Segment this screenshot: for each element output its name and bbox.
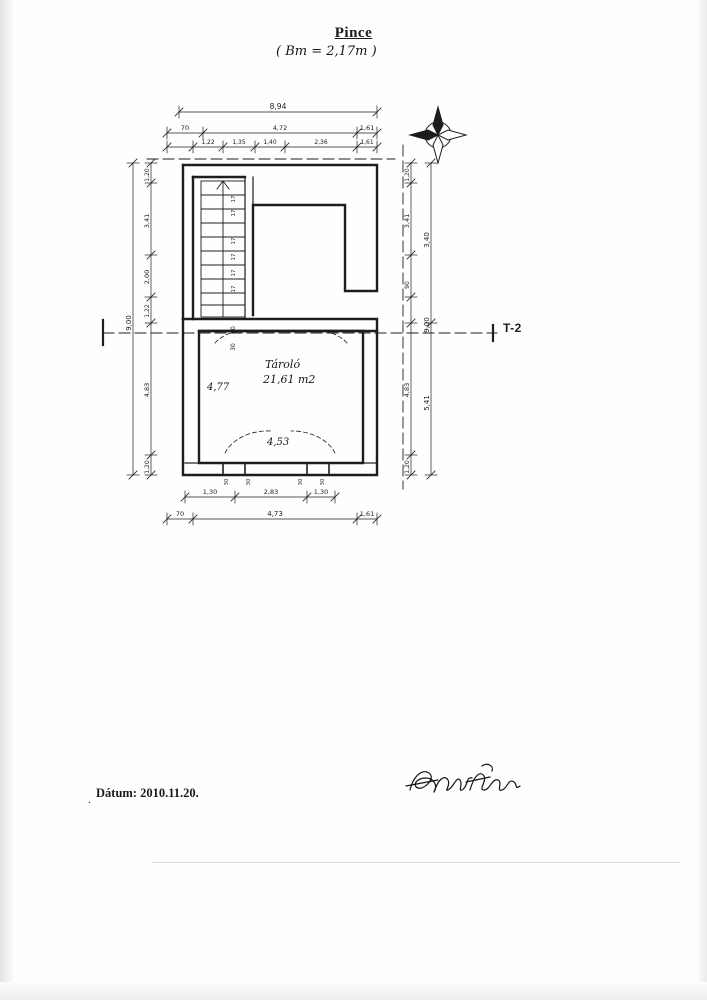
svg-text:30: 30 (224, 478, 230, 486)
svg-text:17: 17 (231, 195, 237, 203)
svg-text:30: 30 (230, 326, 237, 334)
svg-text:1,20: 1,20 (404, 460, 411, 474)
svg-text:4,73: 4,73 (267, 510, 283, 518)
svg-text:17: 17 (231, 237, 237, 245)
svg-text:4,83: 4,83 (403, 382, 411, 398)
room-area-text: 21,61 m2 (263, 373, 316, 386)
svg-text:17: 17 (231, 269, 237, 277)
title-subnote: ( Bm = 2,17m ) (276, 44, 377, 59)
svg-text:70: 70 (180, 124, 190, 132)
svg-text:4,83: 4,83 (143, 382, 151, 398)
svg-text:1,20: 1,20 (144, 460, 151, 474)
svg-text:90: 90 (404, 281, 411, 289)
scan-edge-bottom (0, 982, 707, 1000)
svg-text:1,35: 1,35 (232, 139, 246, 146)
interior-bottom-dim: 4,53 (267, 437, 290, 448)
svg-text:3,41: 3,41 (403, 213, 411, 229)
svg-text:8,94: 8,94 (269, 102, 287, 111)
room-label-text: Tároló (265, 358, 301, 371)
svg-text:1,61: 1,61 (360, 139, 374, 146)
scan-edge-left (0, 0, 14, 1000)
svg-text:30: 30 (230, 343, 237, 351)
footer-divider (152, 862, 680, 863)
svg-text:1,30: 1,30 (313, 488, 329, 496)
svg-text:1,22: 1,22 (144, 304, 151, 318)
interior-left-dim: 4,77 (207, 382, 230, 393)
svg-text:30: 30 (298, 478, 304, 486)
svg-text:3,41: 3,41 (143, 213, 151, 229)
svg-text:1,22: 1,22 (201, 139, 215, 146)
svg-text:30: 30 (320, 478, 326, 486)
svg-text:4,72: 4,72 (272, 124, 288, 132)
svg-text:2,36: 2,36 (314, 139, 328, 146)
svg-text:1,20: 1,20 (404, 168, 411, 182)
svg-text:17: 17 (231, 253, 237, 261)
svg-text:1,61: 1,61 (359, 510, 375, 518)
svg-text:2,00: 2,00 (143, 269, 151, 285)
svg-text:3,40: 3,40 (423, 232, 431, 248)
page-title: Pince (334, 25, 373, 41)
scan-edge-right (697, 0, 707, 1000)
svg-text:30: 30 (246, 478, 252, 486)
svg-text:1,30: 1,30 (202, 488, 218, 496)
floor-plan-drawing (95, 85, 625, 555)
svg-text:70: 70 (175, 510, 185, 518)
svg-text:9,00: 9,00 (125, 315, 133, 331)
svg-text:17: 17 (231, 209, 237, 217)
signature (404, 760, 524, 806)
section-marker-t2: T-2 (503, 321, 522, 335)
drawing-title-block (0, 24, 707, 42)
date-leading-dot: . (88, 792, 91, 806)
svg-text:9,00: 9,00 (423, 317, 431, 333)
svg-text:1,20: 1,20 (144, 168, 151, 182)
svg-text:1,40: 1,40 (263, 139, 277, 146)
svg-text:2,83: 2,83 (263, 488, 279, 496)
svg-text:17: 17 (231, 285, 237, 293)
date-label: Dátum: 2010.11.20. (96, 786, 199, 800)
svg-text:5,41: 5,41 (423, 395, 431, 411)
svg-text:1,61: 1,61 (359, 124, 375, 132)
